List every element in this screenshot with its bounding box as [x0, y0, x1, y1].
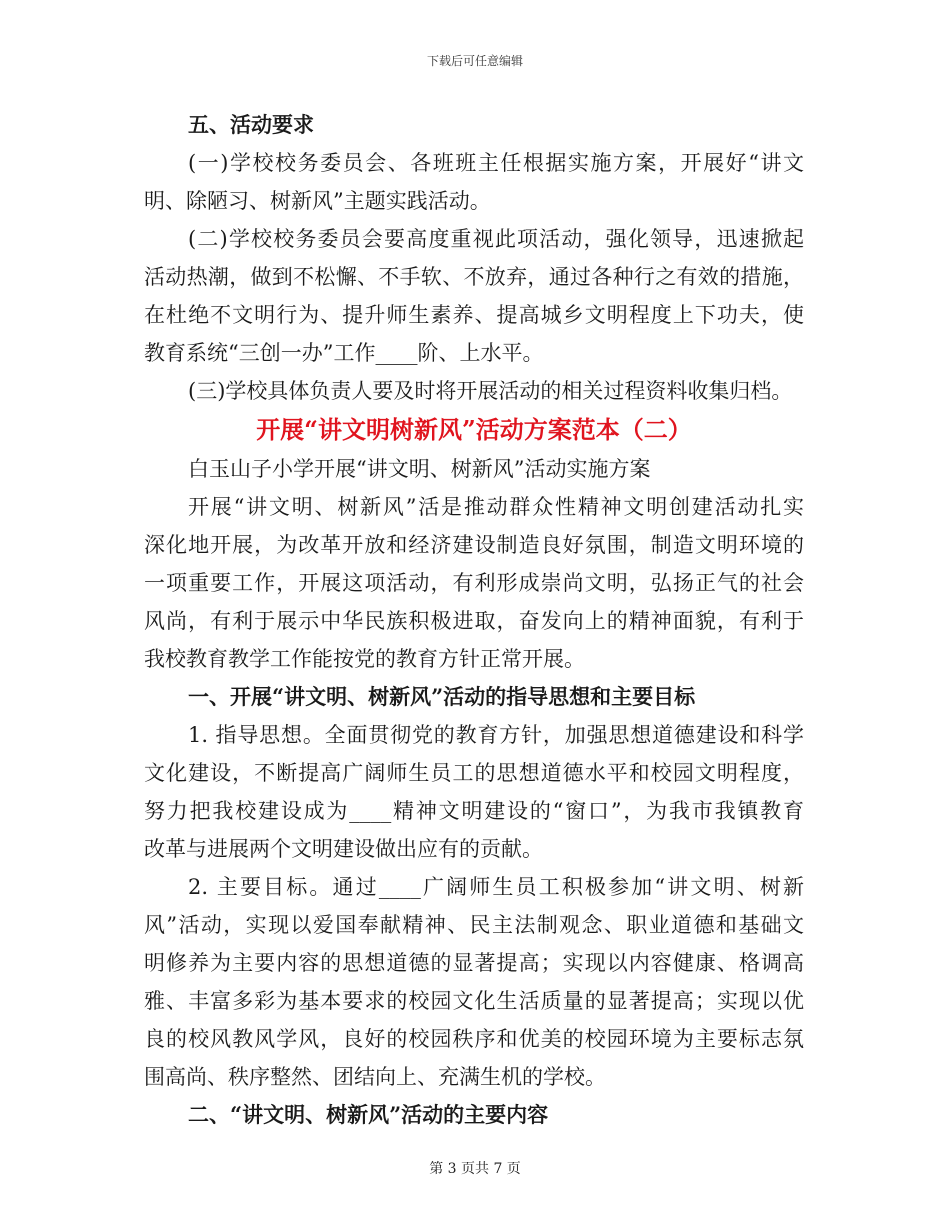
paragraph-line: 1. 指导思想。全面贯彻党的教育方针，加强思想道德建设和科学 — [188, 723, 804, 747]
paragraph-line: 风尚，有利于展示中华民族积极进取，奋发向上的精神面貌，有利于 — [144, 609, 804, 633]
paragraph-line: 明修养为主要内容的思想道德的显著提高；实现以内容健康、格调高 — [144, 951, 804, 975]
paragraph-line: (三)学校具体负责人要及时将开展活动的相关过程资料收集归档。 — [188, 379, 793, 403]
document-subtitle: 白玉山子小学开展“讲文明、树新风”活动实施方案 — [188, 457, 651, 481]
paragraph-line: 深化地开展，为改革开放和经济建设制造良好氛围，制造文明环境的 — [144, 533, 804, 557]
paragraph-line: 努力把我校建设成为____精神文明建设的“窗口”，为我市我镇教育 — [144, 799, 804, 823]
paragraph-line: 良的校风教风学风，良好的校园秩序和优美的校园环境为主要标志氛 — [144, 1027, 804, 1051]
document-body — [144, 106, 804, 1134]
section-heading-guiding-ideology: 一、开展“讲文明、树新风”活动的指导思想和主要目标 — [188, 684, 696, 709]
paragraph-line: 明、除陋习、树新风”主题实践活动。 — [144, 189, 491, 213]
paragraph-line: 一项重要工作，开展这项活动，有利形成崇尚文明，弘扬正气的社会 — [144, 571, 804, 595]
paragraph-line: 开展“讲文明、树新风”活是推动群众性精神文明创建活动扎实 — [188, 495, 804, 519]
paragraph-line: 风”活动，实现以爱国奉献精神、民主法制观念、职业道德和基础文 — [144, 913, 804, 937]
paragraph-line: 在杜绝不文明行为、提升师生素养、提高城乡文明程度上下功夫，使 — [144, 303, 804, 327]
paragraph-line: 改革与进展两个文明建设做出应有的贡献。 — [144, 837, 543, 861]
page-footer: 第 3 页共 7 页 — [429, 1161, 521, 1177]
paragraph-line: 教育系统“三创一办”工作____阶、上水平。 — [144, 341, 544, 365]
paragraph-line: 活动热潮，做到不松懈、不手软、不放弃，通过各种行之有效的措施， — [144, 265, 804, 289]
paragraph-line: 围高尚、秩序整然、团结向上、充满生机的学校。 — [144, 1065, 606, 1089]
paragraph-line: 文化建设，不断提高广阔师生员工的思想道德水平和校园文明程度， — [144, 761, 804, 785]
page-header: 下载后可任意编辑 — [426, 54, 523, 68]
paragraph-line: (二)学校校务委员会要高度重视此项活动，强化领导，迅速掀起 — [188, 227, 804, 251]
document-title: 开展“讲文明树新风”活动方案范本（二） — [256, 415, 692, 444]
section-heading-requirements: 五、活动要求 — [188, 112, 314, 137]
section-heading-main-content: 二、“讲文明、树新风”活动的主要内容 — [188, 1102, 549, 1127]
paragraph-line: 我校教育教学工作能按党的教育方针正常开展。 — [144, 647, 585, 671]
paragraph-line: (一)学校校务委员会、各班班主任根据实施方案，开展好“讲文 — [188, 151, 804, 175]
paragraph-line: 雅、丰富多彩为基本要求的校园文化生活质量的显著提高；实现以优 — [144, 989, 804, 1013]
paragraph-line: 2. 主要目标。通过____广阔师生员工积极参加“讲文明、树新 — [188, 875, 804, 899]
